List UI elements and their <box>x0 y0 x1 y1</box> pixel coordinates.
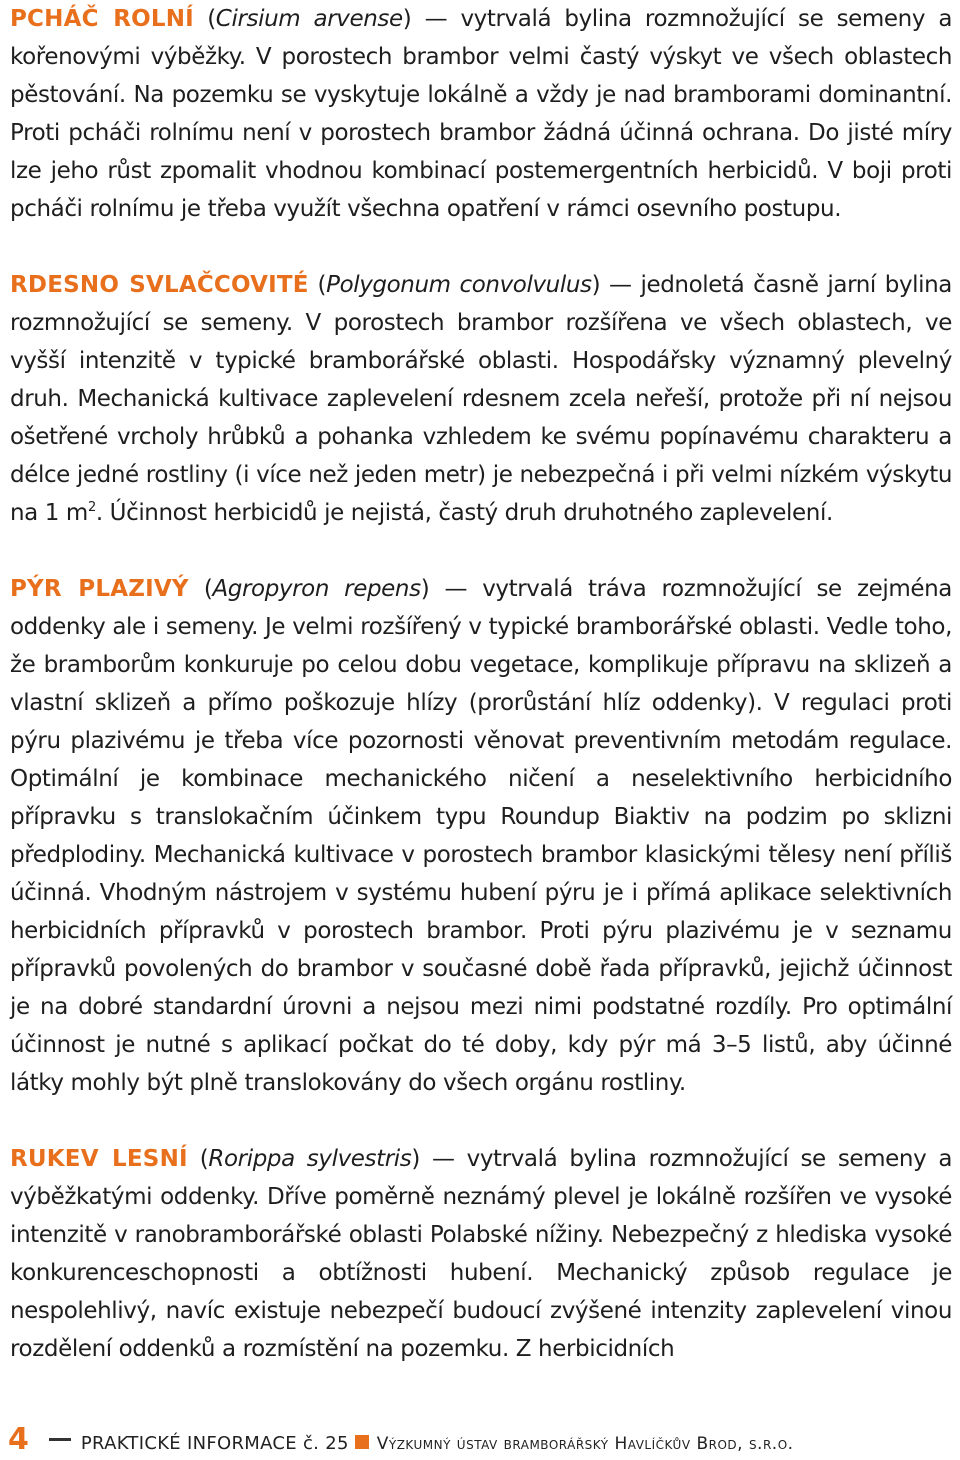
entry-heading: RUKEV LESNÍ <box>10 1146 188 1172</box>
entry-agropyron-repens: PÝR PLAZIVÝ (Agropyron repens) — vytrvalá tráva rozmnožující se zejména oddenky ale i semeny. Je velmi rozšířený v typické bramborářské oblasti. Vedle toho, že bramborům konkuruje po celou dobu vegetace, komplikuje přípravu na sklizeň a vlastní sklizeň a přímo poškozuje hlízy (prorůstání hlíz oddenky). V regulaci proti pýru plazivému je třeba více pozornosti věnovat preventivním metodám regulace. Optimální je kombinace mechanického ničení a neselektivního herbicidního přípravku s translokačním účinkem typu Roundup Biaktiv na podzim po sklizni předplodiny. Mechanická kultivace v porostech brambor klasickými tělesy není příliš účinná. Vhodným nástrojem v systému hubení pýru je i přímá aplikace selektivních herbicidních přípravků v porostech brambor. Proti pýru plazivému je v seznamu přípravků povolených do brambor v současné době řada přípravků, jejichž účinnost je na dobré standardní úrovni a nejsou mezi nimi podstatné rozdíly. Pro optimální účinnost je nutné s aplikací počkat do té doby, kdy pýr má 3–5 listů, aby účinné látky mohly být plně translokovány do všech orgánu rostliny. <box>10 576 953 1096</box>
entry-polygonum-convolvulus: RDESNO SVLAČCOVITÉ (Polygonum convolvulus) — jednoletá časně jarní bylina rozmnožující se semeny. V porostech brambor rozšířena ve všech oblastech, ve vyšší intenzitě v typické bramborářské oblasti. Hospodářsky významný plevelný druh. Mechanická kultivace zaplevelení rdesnem zcela neřeší, protože při ní nejsou ošetřené vrcholy hrůbků a pohanka vzhledem ke svému popínavému charakteru a délce jedné rostliny (i více než jeden metr) je nebezpečná i při velmi nízkém výskytu na 1 $m^2$. Účinnost herbicidů je nejistá, častý druh druhotného zaplevelení. <box>10 272 953 526</box>
entry-cirsium-arvense: PCHÁČ ROLNÍ (Cirsium arvense) — vytrvalá bylina rozmnožující se semeny a kořenovými výběžky. V porostech brambor velmi častý výskyt ve všech oblastech pěstování. Na pozemku se vyskytuje lokálně a vždy je nad bramborami dominantní. Proti pcháči rolnímu není v porostech brambor žádná účinná ochrana. Do jisté míry lze jeho růst zpomalit vhodnou kombinací postemergentních herbicidů. V boji proti pcháči rolnímu je třeba využít všechna opatření v rámci osevního postupu. <box>10 6 953 222</box>
entry-text: jednoletá časně jarní bylina rozmnožující se semeny. V porostech brambor rozšířena ve všech oblastech, ve vyšší intenzitě v typické bramborářské oblasti. Hospodářsky významný plevelný druh. Mechanická kultivace zaplevelení rdesnem zcela neřeší, protože při ní nejsou ošetřené vrcholy hrůbků a pohanka vzhledem ke svému popínavému charakteru a délce jedné rostliny (i více než jeden metr) je nebezpečná i při velmi nízkém výskytu na 1 m <box>10 272 953 526</box>
entry-text: vytrvalá tráva rozmnožující se zejména oddenky ale i semeny. Je velmi rozšířený v typické bramborářské oblasti. Vedle toho, že bramborům konkuruje po celou dobu vegetace, komplikuje přípravu na sklizeň a vlastní sklizeň a přímo poškozuje hlízy (prorůstání hlíz oddenky). V regulaci proti pýru plazivému je třeba více pozornosti věnovat preventivním metodám regulace. Optimální je kombinace mechanického ničení a neselektivního herbicidního přípravku s translokačním účinkem typu Roundup Biaktiv na podzim po sklizni předplodiny. Mechanická kultivace v porostech brambor klasickými tělesy není příliš účinná. Vhodným nástrojem v systému hubení pýru je i přímá aplikace selektivních herbicidních přípravků v porostech brambor. Proti pýru plazivému je v seznamu přípravků povolených do brambor v současné době řada přípravků, jejichž účinnost je na dobré standardní úrovni a nejsou mezi nimi podstatné rozdíly. Pro optimální účinnost je nutné s aplikací počkat do té doby, kdy pýr má 3–5 listů, aby účinné látky mohly být plně translokovány do všech orgánu rostliny. <box>10 576 953 1096</box>
entry-heading: PCHÁČ ROLNÍ <box>10 6 194 32</box>
entry-text: vytrvalá bylina rozmnožující se semeny a výběžkatými oddenky. Dříve poměrně neznámý plevel je lokálně rozšířen ve vysoké intenzitě v ranobramborářské oblasti Polabské nížiny. Nebezpečný z hlediska vysoké konkurenceschopnosti a obtížnosti hubení. Mechanický způsob regulace je nespolehlivý, navíc existuje nebezpečí budoucí zvýšené intenzity zaplevelení vinou rozdělení oddenků a rozmístění na pozemku. Z herbicidních <box>10 1146 953 1362</box>
publisher-name: Výzkumný ústav bramborářský Havlíčkův Brod, s.r.o. <box>376 1434 794 1454</box>
page-footer <box>8 1422 794 1457</box>
entry-latin-name: Cirsium arvense <box>215 6 403 32</box>
page-number: 4 <box>8 1422 29 1457</box>
entry-rorippa-sylvestris: RUKEV LESNÍ (Rorippa sylvestris) — vytrvalá bylina rozmnožující se semeny a výběžkatými oddenky. Dříve poměrně neznámý plevel je lokálně rozšířen ve vysoké intenzitě v ranobramborářské oblasti Polabské nížiny. Nebezpečný z hlediska vysoké konkurenceschopnosti a obtížnosti hubení. Mechanický způsob regulace je nespolehlivý, navíc existuje nebezpečí budoucí zvýšené intenzity zaplevelení vinou rozdělení oddenků a rozmístění na pozemku. Z herbicidních <box>10 1146 953 1362</box>
publication-name: PRAKTICKÉ INFORMACE č. 25 <box>80 1433 349 1454</box>
entry-text-continued: . Účinnost herbicidů je nejistá, častý druh druhotného zaplevelení. <box>95 500 833 526</box>
square-bullet-icon <box>355 1435 369 1449</box>
superscript: 2 <box>87 500 96 515</box>
entry-latin-name: Polygonum convolvulus <box>326 272 592 298</box>
entry-latin-name: Agropyron repens <box>212 576 421 602</box>
entry-heading: PÝR PLAZIVÝ <box>10 576 189 602</box>
entry-text: vytrvalá bylina rozmnožující se semeny a kořenovými výběžky. V porostech brambor velmi častý výskyt ve všech oblastech pěstování. Na pozemku se vyskytuje lokálně a vždy je nad bramborami dominantní. Proti pcháči rolnímu není v porostech brambor žádná účinná ochrana. Do jisté míry lze jeho růst zpomalit vhodnou kombinací postemergentních herbicidů. V boji proti pcháči rolnímu je třeba využít všechna opatření v rámci osevního postupu. <box>10 6 953 222</box>
entry-latin-name: Rorippa sylvestris <box>208 1146 412 1172</box>
footer-rule <box>49 1438 71 1441</box>
entry-heading: RDESNO SVLAČCOVITÉ <box>10 272 309 298</box>
